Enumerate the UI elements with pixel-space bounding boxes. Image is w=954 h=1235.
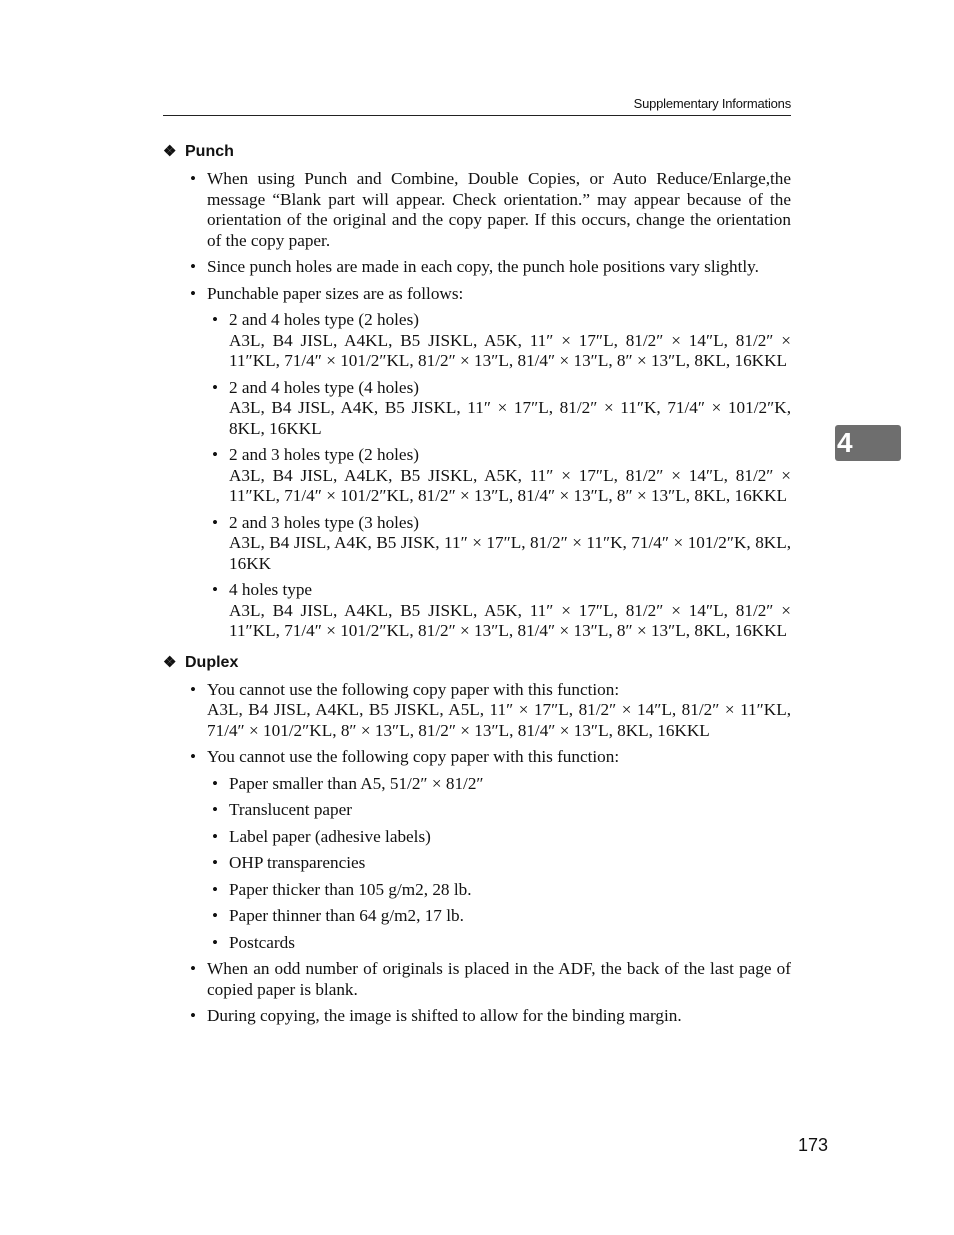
punch-type-sizes: A3L, B4 JISL, A4K, B5 JISK, 11″ × 17″L, 81/2″ × 11″K, 71/4″ × 101/2″K, 8KL, 16KK — [229, 533, 791, 573]
duplex-bullet-binding-margin: • During copying, the image is shifted to allow for the binding margin. — [163, 1006, 791, 1027]
duplex-unusable-item: • Paper thinner than 64 g/m2, 17 lb. — [163, 906, 791, 927]
duplex-unusable-item: • Postcards — [163, 933, 791, 954]
duplex-bullet-text: • You cannot use the following copy paper with this function: — [207, 679, 620, 699]
punch-bullet-sizes-intro: • Punchable paper sizes are as follows: — [163, 284, 791, 305]
duplex-section-heading — [163, 652, 791, 674]
punch-type-2-3-holes-3 — [163, 513, 791, 575]
duplex-unusable-item: • Paper smaller than A5, 51/2″ × 81/2″ — [163, 774, 791, 795]
diamond-bullet-icon: ❖ — [163, 653, 177, 671]
duplex-heading-text: Duplex — [185, 653, 239, 671]
punch-type-sizes: A3L, B4 JISL, A4KL, B5 JISKL, A5K, 11″ × 17″L, 81/2″ × 14″L, 81/2″ × 11″KL, 71/4″ × 101/2″KL, 81/2″ × 13″L, 81/4″ × 13″L, 8″ × 13″L, 8KL, 16KKL — [229, 600, 791, 640]
duplex-unusable-size-list: A3L, B4 JISL, A4KL, B5 JISKL, A5L, 11″ × 17″L, 81/2″ × 14″L, 81/2″ × 11″KL, 71/4″ × 101/2″KL, 8″ × 13″L, 81/2″ × 13″L, 81/4″ × 13″L, 8KL, 16KKL — [207, 700, 791, 740]
punch-type-name: • 2 and 4 holes type (2 holes) — [229, 310, 419, 329]
running-header — [163, 96, 791, 116]
duplex-bullet-odd-originals: • When an odd number of originals is placed in the ADF, the back of the last page of copied paper is blank. — [163, 959, 791, 1000]
punch-section-heading — [163, 141, 791, 163]
punch-bullet-hole-positions: • Since punch holes are made in each copy, the punch hole positions vary slightly. — [163, 257, 791, 278]
chapter-tab: 4 — [835, 425, 901, 461]
page-number: 173 — [798, 1135, 829, 1155]
punch-type-sizes: A3L, B4 JISL, A4K, B5 JISKL, 11″ × 17″L, 81/2″ × 11″K, 71/4″ × 101/2″K, 8KL, 16KKL — [229, 398, 791, 438]
punch-type-name: • 2 and 4 holes type (4 holes) — [229, 377, 419, 397]
duplex-unusable-item: • Label paper (adhesive labels) — [163, 827, 791, 848]
punch-type-2-4-holes-4 — [163, 378, 791, 440]
punch-type-name: • 4 holes type — [229, 580, 313, 599]
punch-type-name: • 2 and 3 holes type (3 holes) — [229, 512, 419, 532]
duplex-bullet-unusable-sizes — [163, 680, 791, 742]
punch-type-sizes: A3L, B4 JISL, A4LK, B5 JISKL, A5K, 11″ × 17″L, 81/2″ × 14″L, 81/2″ × 11″KL, 71/4″ × 101/2″KL, 81/2″ × 13″L, 81/4″ × 13″L, 8″ × 13″L, 8KL, 16KKL — [229, 465, 791, 505]
punch-type-sizes: A3L, B4 JISL, A4KL, B5 JISKL, A5K, 11″ × 17″L, 81/2″ × 14″L, 81/2″ × 11″KL, 71/4″ × 101/2″KL, 81/2″ × 13″L, 81/4″ × 13″L, 8″ × 13″L, 8KL, 16KKL — [229, 330, 791, 370]
punch-type-name: • 2 and 3 holes type (2 holes) — [229, 445, 419, 464]
punch-bullet-orientation: • When using Punch and Combine, Double Copies, or Auto Reduce/Enlarge,the message “Blank part will appear. Check orientation.” may appear because of the orientation of the original and the copy paper. If this occurs, change the orientation of the copy paper. — [163, 169, 791, 251]
diamond-bullet-icon: ❖ — [163, 143, 177, 160]
duplex-unusable-item: • OHP transparencies — [163, 853, 791, 874]
running-title: Supplementary Informations — [633, 96, 791, 111]
punch-type-2-3-holes-2 — [163, 445, 791, 507]
punch-type-2-4-holes-2 — [163, 310, 791, 372]
punch-type-4-holes — [163, 580, 791, 642]
duplex-unusable-item: • Translucent paper — [163, 800, 791, 821]
punch-heading-text: Punch — [185, 143, 234, 160]
duplex-unusable-item: • Paper thicker than 105 g/m2, 28 lb. — [163, 880, 791, 901]
page-content — [163, 141, 791, 1033]
duplex-bullet-unusable-types: • You cannot use the following copy paper with this function: — [163, 747, 791, 768]
